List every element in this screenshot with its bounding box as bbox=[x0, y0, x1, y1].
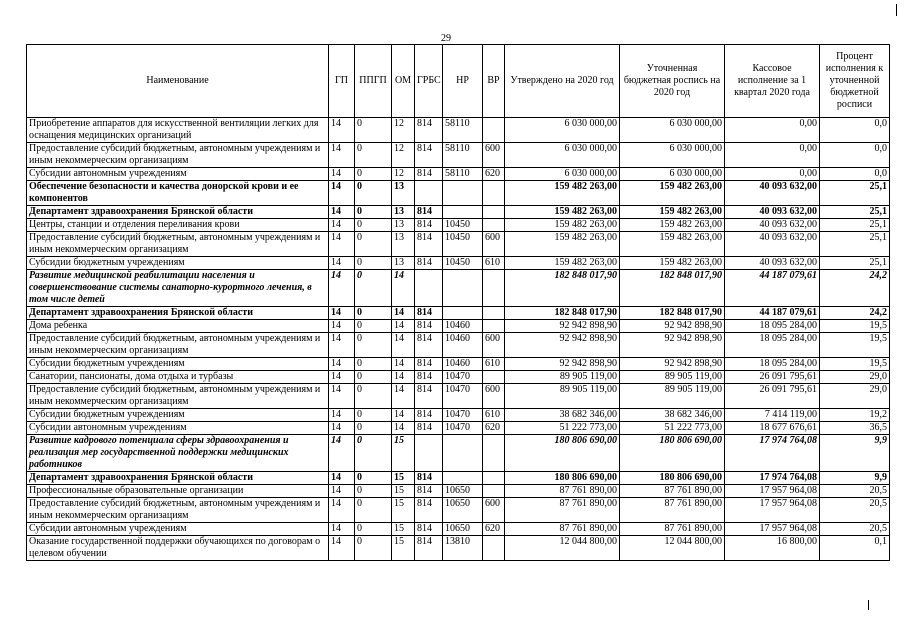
row-percent: 25,1 bbox=[820, 219, 890, 232]
row-cash: 40 093 632,00 bbox=[725, 206, 820, 219]
row-om: 13 bbox=[392, 257, 415, 270]
row-percent: 36,5 bbox=[820, 422, 890, 435]
row-percent: 24,2 bbox=[820, 307, 890, 320]
row-om: 12 bbox=[392, 168, 415, 181]
row-pgp: 0 bbox=[355, 307, 392, 320]
row-percent: 20,5 bbox=[820, 523, 890, 536]
row-om: 13 bbox=[392, 181, 415, 206]
row-name: Развитие медицинской реабилитации населения и совершенствование системы санаторно-курортного лечения, в том числе детей bbox=[27, 270, 329, 307]
row-pgp: 0 bbox=[355, 181, 392, 206]
row-grbs: 814 bbox=[415, 232, 443, 257]
row-vr bbox=[483, 371, 505, 384]
row-np bbox=[443, 181, 483, 206]
row-om: 15 bbox=[392, 435, 415, 472]
table-row bbox=[27, 536, 890, 561]
row-vr: 600 bbox=[483, 333, 505, 358]
row-name: Оказание государственной поддержки обучающихся по договорам о целевом обучении bbox=[27, 536, 329, 561]
row-grbs: 814 bbox=[415, 358, 443, 371]
row-gp: 14 bbox=[329, 472, 355, 485]
row-approved: 159 482 263,00 bbox=[505, 257, 620, 270]
row-refined: 87 761 890,00 bbox=[620, 485, 725, 498]
row-pgp: 0 bbox=[355, 435, 392, 472]
row-cash: 0,00 bbox=[725, 143, 820, 168]
header-refined: Уточненная бюджетная роспись на 2020 год bbox=[620, 45, 725, 118]
row-name: Центры, станции и отделения переливания крови bbox=[27, 219, 329, 232]
row-gp: 14 bbox=[329, 320, 355, 333]
row-cash: 17 974 764,08 bbox=[725, 435, 820, 472]
row-grbs: 814 bbox=[415, 206, 443, 219]
row-refined: 92 942 898,90 bbox=[620, 358, 725, 371]
row-cash: 40 093 632,00 bbox=[725, 257, 820, 270]
row-np: 10470 bbox=[443, 422, 483, 435]
row-percent: 25,1 bbox=[820, 257, 890, 270]
row-name: Предоставление субсидий бюджетным, автономным учреждениям и иным некоммерческим организациям bbox=[27, 333, 329, 358]
row-refined: 159 482 263,00 bbox=[620, 257, 725, 270]
row-vr: 610 bbox=[483, 409, 505, 422]
row-cash: 0,00 bbox=[725, 168, 820, 181]
row-cash: 18 095 284,00 bbox=[725, 333, 820, 358]
row-cash: 18 677 676,61 bbox=[725, 422, 820, 435]
row-gp: 14 bbox=[329, 307, 355, 320]
row-name: Приобретение аппаратов для искусственной вентиляции легких для оснащения медицинских организаций bbox=[27, 118, 329, 143]
row-np: 10460 bbox=[443, 358, 483, 371]
row-refined: 89 905 119,00 bbox=[620, 384, 725, 409]
row-gp: 14 bbox=[329, 333, 355, 358]
row-refined: 159 482 263,00 bbox=[620, 232, 725, 257]
row-np: 10470 bbox=[443, 409, 483, 422]
row-gp: 14 bbox=[329, 498, 355, 523]
row-grbs: 814 bbox=[415, 523, 443, 536]
row-cash: 17 957 964,08 bbox=[725, 523, 820, 536]
row-name: Дома ребенка bbox=[27, 320, 329, 333]
table-row bbox=[27, 206, 890, 219]
row-cash: 17 957 964,08 bbox=[725, 485, 820, 498]
row-pgp: 0 bbox=[355, 206, 392, 219]
row-np: 10450 bbox=[443, 257, 483, 270]
table-header-row bbox=[27, 45, 890, 118]
row-pgp: 0 bbox=[355, 371, 392, 384]
row-np bbox=[443, 472, 483, 485]
row-np bbox=[443, 307, 483, 320]
row-approved: 6 030 000,00 bbox=[505, 118, 620, 143]
row-om: 14 bbox=[392, 320, 415, 333]
row-vr bbox=[483, 472, 505, 485]
row-cash: 44 187 079,61 bbox=[725, 270, 820, 307]
row-refined: 159 482 263,00 bbox=[620, 219, 725, 232]
row-refined: 87 761 890,00 bbox=[620, 498, 725, 523]
row-np bbox=[443, 270, 483, 307]
row-om: 15 bbox=[392, 523, 415, 536]
table-row bbox=[27, 168, 890, 181]
row-refined: 159 482 263,00 bbox=[620, 181, 725, 206]
row-name: Субсидии автономным учреждениям bbox=[27, 422, 329, 435]
row-approved: 180 806 690,00 bbox=[505, 472, 620, 485]
row-np: 10450 bbox=[443, 219, 483, 232]
table-row bbox=[27, 270, 890, 307]
row-cash: 16 800,00 bbox=[725, 536, 820, 561]
row-grbs: 814 bbox=[415, 333, 443, 358]
row-cash: 40 093 632,00 bbox=[725, 181, 820, 206]
row-np: 10650 bbox=[443, 498, 483, 523]
row-percent: 0,0 bbox=[820, 168, 890, 181]
row-om: 14 bbox=[392, 358, 415, 371]
header-om: ОМ bbox=[392, 45, 415, 118]
row-percent: 29,0 bbox=[820, 371, 890, 384]
row-gp: 14 bbox=[329, 384, 355, 409]
row-name: Департамент здравоохранения Брянской области bbox=[27, 307, 329, 320]
row-refined: 159 482 263,00 bbox=[620, 206, 725, 219]
row-percent: 20,5 bbox=[820, 485, 890, 498]
row-name: Субсидии автономным учреждениям bbox=[27, 523, 329, 536]
table-row bbox=[27, 384, 890, 409]
row-percent: 0,0 bbox=[820, 143, 890, 168]
row-np: 58110 bbox=[443, 118, 483, 143]
table-row bbox=[27, 219, 890, 232]
table-row bbox=[27, 232, 890, 257]
row-cash: 18 095 284,00 bbox=[725, 358, 820, 371]
row-vr: 600 bbox=[483, 498, 505, 523]
row-refined: 51 222 773,00 bbox=[620, 422, 725, 435]
header-name: Наименование bbox=[27, 45, 329, 118]
row-approved: 159 482 263,00 bbox=[505, 206, 620, 219]
row-pgp: 0 bbox=[355, 320, 392, 333]
row-percent: 25,1 bbox=[820, 232, 890, 257]
row-approved: 92 942 898,90 bbox=[505, 320, 620, 333]
row-name: Предоставление субсидий бюджетным, автономным учреждениям и иным некоммерческим организациям bbox=[27, 232, 329, 257]
row-np: 10460 bbox=[443, 333, 483, 358]
row-np: 10650 bbox=[443, 485, 483, 498]
row-approved: 89 905 119,00 bbox=[505, 384, 620, 409]
row-om: 12 bbox=[392, 118, 415, 143]
header-pgp: ППГП bbox=[355, 45, 392, 118]
row-approved: 38 682 346,00 bbox=[505, 409, 620, 422]
row-vr bbox=[483, 118, 505, 143]
header-vr: ВР bbox=[483, 45, 505, 118]
row-grbs: 814 bbox=[415, 498, 443, 523]
row-grbs: 814 bbox=[415, 307, 443, 320]
row-vr: 610 bbox=[483, 257, 505, 270]
row-percent: 25,1 bbox=[820, 181, 890, 206]
row-refined: 89 905 119,00 bbox=[620, 371, 725, 384]
row-approved: 87 761 890,00 bbox=[505, 498, 620, 523]
row-pgp: 0 bbox=[355, 422, 392, 435]
row-refined: 92 942 898,90 bbox=[620, 333, 725, 358]
row-cash: 18 095 284,00 bbox=[725, 320, 820, 333]
row-name: Санатории, пансионаты, дома отдыха и турбазы bbox=[27, 371, 329, 384]
row-grbs: 814 bbox=[415, 422, 443, 435]
row-pgp: 0 bbox=[355, 358, 392, 371]
table-row bbox=[27, 371, 890, 384]
row-vr: 600 bbox=[483, 143, 505, 168]
row-gp: 14 bbox=[329, 485, 355, 498]
row-refined: 182 848 017,90 bbox=[620, 307, 725, 320]
row-gp: 14 bbox=[329, 232, 355, 257]
row-refined: 12 044 800,00 bbox=[620, 536, 725, 561]
row-approved: 159 482 263,00 bbox=[505, 232, 620, 257]
row-gp: 14 bbox=[329, 371, 355, 384]
row-name: Департамент здравоохранения Брянской области bbox=[27, 472, 329, 485]
scan-edge-tick bbox=[868, 600, 869, 610]
row-approved: 92 942 898,90 bbox=[505, 358, 620, 371]
row-gp: 14 bbox=[329, 270, 355, 307]
row-om: 15 bbox=[392, 498, 415, 523]
row-grbs: 814 bbox=[415, 168, 443, 181]
row-pgp: 0 bbox=[355, 498, 392, 523]
row-pgp: 0 bbox=[355, 118, 392, 143]
row-pgp: 0 bbox=[355, 485, 392, 498]
row-np: 10450 bbox=[443, 232, 483, 257]
row-cash: 26 091 795,61 bbox=[725, 371, 820, 384]
row-om: 14 bbox=[392, 422, 415, 435]
row-approved: 12 044 800,00 bbox=[505, 536, 620, 561]
row-grbs bbox=[415, 435, 443, 472]
row-refined: 92 942 898,90 bbox=[620, 320, 725, 333]
row-pgp: 0 bbox=[355, 168, 392, 181]
row-grbs bbox=[415, 181, 443, 206]
row-gp: 14 bbox=[329, 219, 355, 232]
row-approved: 6 030 000,00 bbox=[505, 143, 620, 168]
row-pgp: 0 bbox=[355, 219, 392, 232]
table-row bbox=[27, 435, 890, 472]
row-np: 58110 bbox=[443, 168, 483, 181]
row-grbs: 814 bbox=[415, 320, 443, 333]
row-name: Субсидии бюджетным учреждениям bbox=[27, 358, 329, 371]
header-approved: Утверждено на 2020 год bbox=[505, 45, 620, 118]
row-np bbox=[443, 435, 483, 472]
row-percent: 19,5 bbox=[820, 333, 890, 358]
table-row bbox=[27, 523, 890, 536]
row-gp: 14 bbox=[329, 143, 355, 168]
table-row bbox=[27, 472, 890, 485]
row-grbs: 814 bbox=[415, 384, 443, 409]
table-row bbox=[27, 320, 890, 333]
row-pgp: 0 bbox=[355, 232, 392, 257]
row-percent: 29,0 bbox=[820, 384, 890, 409]
header-percent: Процент исполнения к уточненной бюджетной росписи bbox=[820, 45, 890, 118]
header-grbs: ГРБС bbox=[415, 45, 443, 118]
row-grbs: 814 bbox=[415, 118, 443, 143]
row-om: 15 bbox=[392, 536, 415, 561]
row-np: 10460 bbox=[443, 320, 483, 333]
row-percent: 19,5 bbox=[820, 320, 890, 333]
row-np bbox=[443, 206, 483, 219]
row-refined: 180 806 690,00 bbox=[620, 472, 725, 485]
row-pgp: 0 bbox=[355, 472, 392, 485]
row-vr bbox=[483, 435, 505, 472]
table-row bbox=[27, 118, 890, 143]
row-grbs: 814 bbox=[415, 219, 443, 232]
table-row bbox=[27, 181, 890, 206]
row-percent: 19,2 bbox=[820, 409, 890, 422]
table-row bbox=[27, 143, 890, 168]
row-vr bbox=[483, 536, 505, 561]
row-pgp: 0 bbox=[355, 143, 392, 168]
row-percent: 19,5 bbox=[820, 358, 890, 371]
row-vr bbox=[483, 270, 505, 307]
table-row bbox=[27, 333, 890, 358]
row-gp: 14 bbox=[329, 257, 355, 270]
row-approved: 92 942 898,90 bbox=[505, 333, 620, 358]
row-om: 13 bbox=[392, 206, 415, 219]
scan-edge-mark bbox=[896, 4, 897, 16]
row-grbs: 814 bbox=[415, 143, 443, 168]
row-refined: 6 030 000,00 bbox=[620, 168, 725, 181]
row-name: Обеспечение безопасности и качества донорской крови и ее компонентов bbox=[27, 181, 329, 206]
row-vr: 620 bbox=[483, 523, 505, 536]
row-om: 15 bbox=[392, 485, 415, 498]
row-grbs: 814 bbox=[415, 536, 443, 561]
row-name: Предоставление субсидий бюджетным, автономным учреждениям и иным некоммерческим организациям bbox=[27, 384, 329, 409]
row-percent: 0,1 bbox=[820, 536, 890, 561]
budget-execution-table bbox=[26, 44, 890, 561]
row-approved: 180 806 690,00 bbox=[505, 435, 620, 472]
row-refined: 6 030 000,00 bbox=[620, 118, 725, 143]
row-grbs: 814 bbox=[415, 371, 443, 384]
page-number: 29 bbox=[441, 33, 451, 44]
row-np: 10650 bbox=[443, 523, 483, 536]
row-approved: 6 030 000,00 bbox=[505, 168, 620, 181]
row-cash: 7 414 119,00 bbox=[725, 409, 820, 422]
row-cash: 17 974 764,08 bbox=[725, 472, 820, 485]
row-np: 58110 bbox=[443, 143, 483, 168]
row-refined: 87 761 890,00 bbox=[620, 523, 725, 536]
table-row bbox=[27, 358, 890, 371]
table-row bbox=[27, 485, 890, 498]
row-refined: 180 806 690,00 bbox=[620, 435, 725, 472]
row-np: 10470 bbox=[443, 371, 483, 384]
row-name: Субсидии бюджетным учреждениям bbox=[27, 409, 329, 422]
row-om: 15 bbox=[392, 472, 415, 485]
row-om: 14 bbox=[392, 384, 415, 409]
row-name: Департамент здравоохранения Брянской области bbox=[27, 206, 329, 219]
row-cash: 17 957 964,08 bbox=[725, 498, 820, 523]
row-om: 14 bbox=[392, 270, 415, 307]
row-vr: 600 bbox=[483, 384, 505, 409]
table-row bbox=[27, 307, 890, 320]
row-cash: 0,00 bbox=[725, 118, 820, 143]
row-name: Профессиональные образовательные организации bbox=[27, 485, 329, 498]
table-row bbox=[27, 257, 890, 270]
row-name: Субсидии автономным учреждениям bbox=[27, 168, 329, 181]
row-pgp: 0 bbox=[355, 270, 392, 307]
header-gp: ГП bbox=[329, 45, 355, 118]
row-approved: 87 761 890,00 bbox=[505, 485, 620, 498]
row-name: Субсидии бюджетным учреждениям bbox=[27, 257, 329, 270]
row-approved: 87 761 890,00 bbox=[505, 523, 620, 536]
row-vr bbox=[483, 219, 505, 232]
table-row bbox=[27, 422, 890, 435]
row-vr bbox=[483, 181, 505, 206]
row-approved: 182 848 017,90 bbox=[505, 270, 620, 307]
row-pgp: 0 bbox=[355, 257, 392, 270]
row-grbs: 814 bbox=[415, 257, 443, 270]
row-om: 12 bbox=[392, 143, 415, 168]
row-pgp: 0 bbox=[355, 384, 392, 409]
row-percent: 9,9 bbox=[820, 435, 890, 472]
row-gp: 14 bbox=[329, 181, 355, 206]
row-om: 14 bbox=[392, 307, 415, 320]
row-np: 13810 bbox=[443, 536, 483, 561]
row-cash: 26 091 795,61 bbox=[725, 384, 820, 409]
row-pgp: 0 bbox=[355, 409, 392, 422]
row-grbs: 814 bbox=[415, 409, 443, 422]
row-percent: 9,9 bbox=[820, 472, 890, 485]
table-row bbox=[27, 498, 890, 523]
row-gp: 14 bbox=[329, 435, 355, 472]
row-approved: 89 905 119,00 bbox=[505, 371, 620, 384]
row-approved: 159 482 263,00 bbox=[505, 181, 620, 206]
row-percent: 25,1 bbox=[820, 206, 890, 219]
row-vr: 600 bbox=[483, 232, 505, 257]
row-cash: 44 187 079,61 bbox=[725, 307, 820, 320]
row-np: 10470 bbox=[443, 384, 483, 409]
row-gp: 14 bbox=[329, 422, 355, 435]
row-grbs: 814 bbox=[415, 472, 443, 485]
row-om: 14 bbox=[392, 371, 415, 384]
row-vr: 610 bbox=[483, 358, 505, 371]
row-percent: 20,5 bbox=[820, 498, 890, 523]
row-vr bbox=[483, 206, 505, 219]
row-percent: 0,0 bbox=[820, 118, 890, 143]
row-refined: 182 848 017,90 bbox=[620, 270, 725, 307]
row-approved: 159 482 263,00 bbox=[505, 219, 620, 232]
row-gp: 14 bbox=[329, 168, 355, 181]
table-body bbox=[27, 118, 890, 561]
row-percent: 24,2 bbox=[820, 270, 890, 307]
row-name: Предоставление субсидий бюджетным, автономным учреждениям и иным некоммерческим организациям bbox=[27, 143, 329, 168]
header-cash: Кассовое исполнение за 1 квартал 2020 года bbox=[725, 45, 820, 118]
row-vr: 620 bbox=[483, 422, 505, 435]
row-name: Развитие кадрового потенциала сферы здравоохранения и реализация мер государственной поддержки медицинских работников bbox=[27, 435, 329, 472]
row-vr bbox=[483, 485, 505, 498]
row-cash: 40 093 632,00 bbox=[725, 219, 820, 232]
row-pgp: 0 bbox=[355, 333, 392, 358]
row-om: 13 bbox=[392, 219, 415, 232]
row-gp: 14 bbox=[329, 118, 355, 143]
row-grbs bbox=[415, 270, 443, 307]
row-gp: 14 bbox=[329, 409, 355, 422]
row-pgp: 0 bbox=[355, 536, 392, 561]
table-row bbox=[27, 409, 890, 422]
row-approved: 51 222 773,00 bbox=[505, 422, 620, 435]
row-vr bbox=[483, 307, 505, 320]
row-gp: 14 bbox=[329, 536, 355, 561]
row-cash: 40 093 632,00 bbox=[725, 232, 820, 257]
row-vr bbox=[483, 320, 505, 333]
row-gp: 14 bbox=[329, 358, 355, 371]
row-pgp: 0 bbox=[355, 523, 392, 536]
row-name: Предоставление субсидий бюджетным, автономным учреждениям и иным некоммерческим организациям bbox=[27, 498, 329, 523]
row-om: 14 bbox=[392, 409, 415, 422]
row-gp: 14 bbox=[329, 206, 355, 219]
row-approved: 182 848 017,90 bbox=[505, 307, 620, 320]
row-refined: 38 682 346,00 bbox=[620, 409, 725, 422]
row-om: 14 bbox=[392, 333, 415, 358]
row-om: 13 bbox=[392, 232, 415, 257]
header-np: НР bbox=[443, 45, 483, 118]
row-refined: 6 030 000,00 bbox=[620, 143, 725, 168]
row-grbs: 814 bbox=[415, 485, 443, 498]
row-gp: 14 bbox=[329, 523, 355, 536]
row-vr: 620 bbox=[483, 168, 505, 181]
